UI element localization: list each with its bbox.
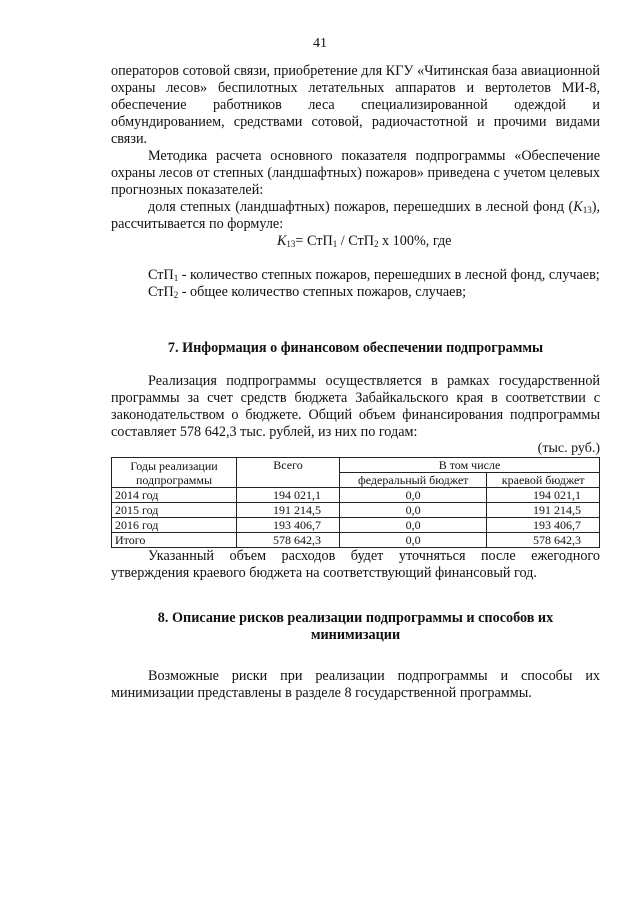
def2-symbol: СтП bbox=[148, 284, 174, 300]
section-7-block bbox=[111, 373, 600, 582]
cell-total: 191 214,5 bbox=[237, 503, 340, 518]
cell-regional: 578 642,3 bbox=[487, 533, 600, 548]
cell-federal: 0,0 bbox=[340, 488, 487, 503]
cell-year: 2015 год bbox=[112, 503, 237, 518]
table-row bbox=[112, 518, 600, 533]
definition-stp1 bbox=[111, 267, 600, 284]
header-regional: краевой бюджет bbox=[487, 473, 600, 488]
def1-symbol: СтП bbox=[148, 267, 174, 283]
formula-k: К bbox=[277, 233, 287, 249]
paragraph-methodology: Методика расчета основного показателя подпрограммы «Обеспечение охраны лесов от степных (ландшафтных) пожаров» приведена с учетом целевых прогнозных показателей: bbox=[111, 148, 600, 198]
paragraph-clarification: Указанный объем расходов будет уточняться после ежегодного утверждения краевого бюджета на соответствующий финансовый год. bbox=[111, 548, 600, 581]
cell-regional: 194 021,1 bbox=[487, 488, 600, 503]
share-tail: ), рассчитывается по формуле: bbox=[111, 199, 600, 232]
formula-s1: 1 bbox=[332, 239, 338, 249]
paragraph-risks: Возможные риски при реализации подпрограммы и способы их минимизации представлены в разделе 8 государственной программы. bbox=[111, 668, 600, 701]
unit-label: (тыс. руб.) bbox=[537, 441, 600, 456]
table-row bbox=[112, 488, 600, 503]
cell-federal: 0,0 bbox=[340, 518, 487, 533]
paragraph-financing: Реализация подпрограммы осуществляется в рамках государственной программы за счет средств бюджета Забайкальского края в соответствии с законодательством о бюджете. Общий объем финансирования подпрограммы составляет 578 642,3 тыс. рублей, из них по годам: bbox=[111, 373, 600, 440]
cell-year: 2016 год bbox=[112, 518, 237, 533]
k-subscript: 13 bbox=[582, 205, 592, 215]
definition-stp2 bbox=[111, 284, 600, 301]
cell-total: 194 021,1 bbox=[237, 488, 340, 503]
formula-tail: х 100%, где bbox=[378, 233, 452, 249]
section-7-title: 7. Информация о финансовом обеспечении подпрограммы bbox=[167, 340, 544, 356]
header-total: Всего bbox=[237, 458, 340, 488]
cell-federal: 0,0 bbox=[340, 503, 487, 518]
cell-federal: 0,0 bbox=[340, 533, 487, 548]
formula-k-sub: 13 bbox=[286, 239, 296, 249]
paragraph-operators: операторов сотовой связи, приобретение для КГУ «Читинская база авиационной охраны лесов» беспилотных летательных аппаратов и вертолетов МИ-8, обеспечение работников леса специализированной одеждой и обмундированием, средствами сотовой, радиочастотной и прочими видами связи. bbox=[111, 63, 600, 147]
k-symbol: К bbox=[573, 199, 583, 215]
cell-regional: 193 406,7 bbox=[487, 518, 600, 533]
cell-total: 578 642,3 bbox=[237, 533, 340, 548]
def1-text: - количество степных пожаров, перешедших в лесной фонд, случаев; bbox=[178, 267, 600, 283]
header-federal: федеральный бюджет bbox=[340, 473, 487, 488]
table-row bbox=[112, 503, 600, 518]
def2-sub: 2 bbox=[173, 290, 179, 300]
header-years: Годы реализации подпрограммы bbox=[112, 458, 237, 488]
page-number: 41 bbox=[313, 36, 327, 51]
section-7-heading-wrap bbox=[111, 340, 600, 357]
def1-sub: 1 bbox=[173, 273, 179, 283]
section-8-block bbox=[111, 668, 600, 702]
cell-year: Итого bbox=[112, 533, 237, 548]
table-row-total bbox=[112, 533, 600, 548]
section-8-heading-wrap bbox=[111, 610, 600, 644]
formula-eq: = СтП bbox=[295, 233, 333, 249]
paragraph-share-definition bbox=[111, 199, 600, 233]
header-including: В том числе bbox=[340, 458, 600, 473]
cell-year: 2014 год bbox=[112, 488, 237, 503]
cell-total: 193 406,7 bbox=[237, 518, 340, 533]
cell-regional: 191 214,5 bbox=[487, 503, 600, 518]
section-8-title: 8. Описание рисков реализации подпрограммы и способов их минимизации bbox=[157, 610, 554, 643]
share-text: доля степных (ландшафтных) пожаров, перешедших в лесной фонд ( bbox=[148, 199, 574, 215]
definitions-block bbox=[111, 267, 600, 301]
def2-text: - общее количество степных пожаров, случаев; bbox=[178, 284, 467, 300]
financing-table bbox=[111, 457, 600, 548]
formula-div: / СтП bbox=[337, 233, 374, 249]
intro-block bbox=[111, 63, 600, 250]
formula-s2: 2 bbox=[373, 239, 379, 249]
formula bbox=[111, 233, 600, 250]
table-header-row bbox=[112, 458, 600, 473]
